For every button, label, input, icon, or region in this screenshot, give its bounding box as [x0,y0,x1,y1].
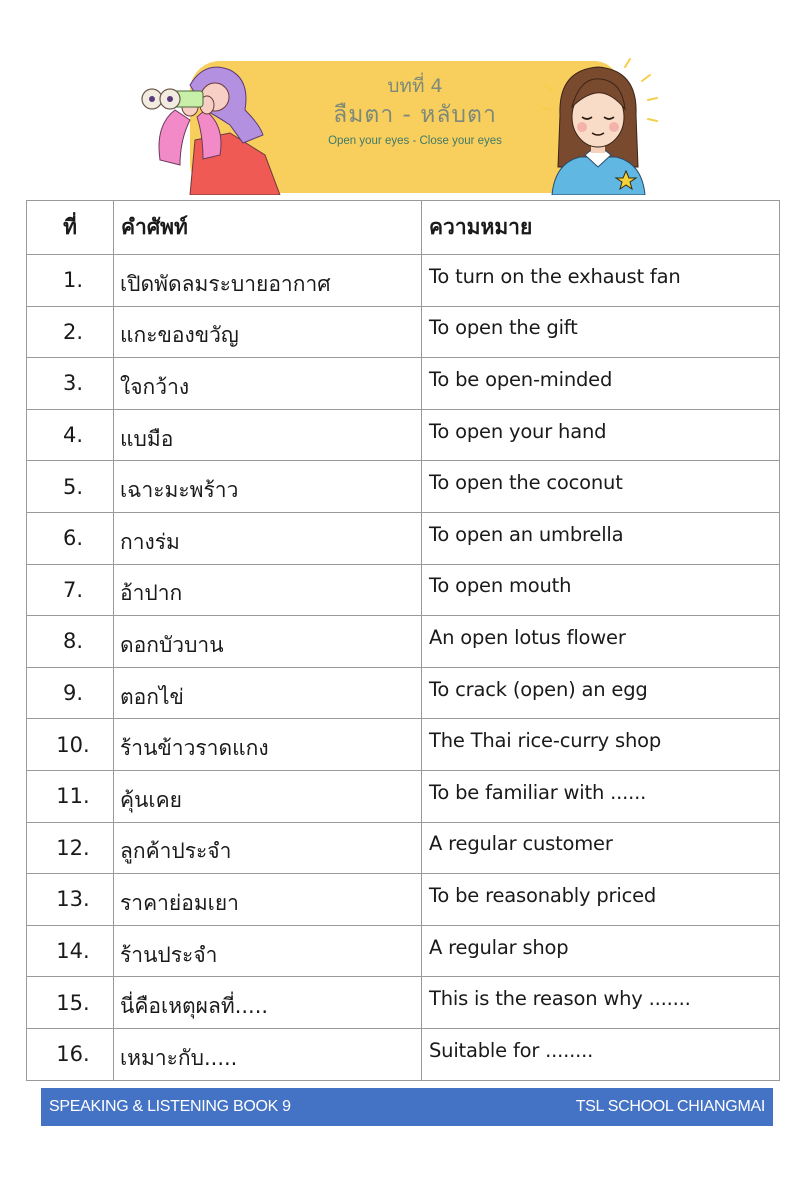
footer-bar [41,1088,773,1126]
thai-term: ลูกค้าประจำ [114,822,422,874]
english-meaning: This is the reason why ....... [422,977,780,1029]
english-meaning: To open the coconut [422,461,780,513]
table-row [27,977,780,1029]
thai-term: อ้าปาก [114,564,422,616]
row-number: 6. [27,512,114,564]
table-row [27,874,780,926]
thai-term: ตอกไข่ [114,667,422,719]
lesson-subtitle: Open your eyes - Close your eyes [328,135,502,147]
english-meaning: To open an umbrella [422,512,780,564]
row-number: 1. [27,255,114,307]
row-number: 3. [27,358,114,410]
english-meaning: A regular customer [422,822,780,874]
girl-with-closed-eyes-illustration [530,55,670,195]
table-row [27,461,780,513]
header-number: ที่ [27,201,114,255]
thai-term: ร้านประจำ [114,925,422,977]
thai-term: ราคาย่อมเยา [114,874,422,926]
lesson-number: บทที่ 4 [387,75,443,97]
thai-term: เปิดพัดลมระบายอากาศ [114,255,422,307]
lesson-banner [135,55,675,195]
table-row [27,1028,780,1080]
table-row [27,719,780,771]
row-number: 10. [27,719,114,771]
vocabulary-table [26,200,780,1081]
english-meaning: Suitable for ........ [422,1028,780,1080]
lesson-title: ลืมตา - หลับตา [333,102,497,128]
table-row [27,306,780,358]
thai-term: แบมือ [114,409,422,461]
english-meaning: To turn on the exhaust fan [422,255,780,307]
table-header-row [27,201,780,255]
english-meaning: To be familiar with ...... [422,770,780,822]
thai-term: นี่คือเหตุผลที่..... [114,977,422,1029]
table-row [27,564,780,616]
banner-text-block [285,73,545,147]
header-vocabulary: คำศัพท์ [114,201,422,255]
english-meaning: A regular shop [422,925,780,977]
table-row [27,770,780,822]
table-row [27,925,780,977]
row-number: 16. [27,1028,114,1080]
thai-term: คุ้นเคย [114,770,422,822]
row-number: 11. [27,770,114,822]
thai-term: เฉาะมะพร้าว [114,461,422,513]
english-meaning: The Thai rice-curry shop [422,719,780,771]
thai-term: ร้านข้าวราดแกง [114,719,422,771]
row-number: 4. [27,409,114,461]
table-row [27,358,780,410]
table-row [27,822,780,874]
table-row [27,512,780,564]
footer-book-title: SPEAKING & LISTENING BOOK 9 [49,1098,291,1115]
row-number: 7. [27,564,114,616]
thai-term: กางร่ม [114,512,422,564]
english-meaning: To open your hand [422,409,780,461]
girl-with-binoculars-illustration [135,55,285,195]
table-row [27,255,780,307]
row-number: 15. [27,977,114,1029]
thai-term: ใจกว้าง [114,358,422,410]
row-number: 5. [27,461,114,513]
row-number: 13. [27,874,114,926]
english-meaning: To open the gift [422,306,780,358]
row-number: 14. [27,925,114,977]
table-row [27,667,780,719]
thai-term: แกะของขวัญ [114,306,422,358]
english-meaning: To crack (open) an egg [422,667,780,719]
table-row [27,409,780,461]
table-row [27,616,780,668]
thai-term: ดอกบัวบาน [114,616,422,668]
row-number: 2. [27,306,114,358]
thai-term: เหมาะกับ..... [114,1028,422,1080]
english-meaning: To be open-minded [422,358,780,410]
row-number: 8. [27,616,114,668]
english-meaning: To open mouth [422,564,780,616]
header-meaning: ความหมาย [422,201,780,255]
english-meaning: An open lotus flower [422,616,780,668]
row-number: 9. [27,667,114,719]
footer-school-name: TSL SCHOOL CHIANGMAI [575,1098,765,1115]
english-meaning: To be reasonably priced [422,874,780,926]
row-number: 12. [27,822,114,874]
